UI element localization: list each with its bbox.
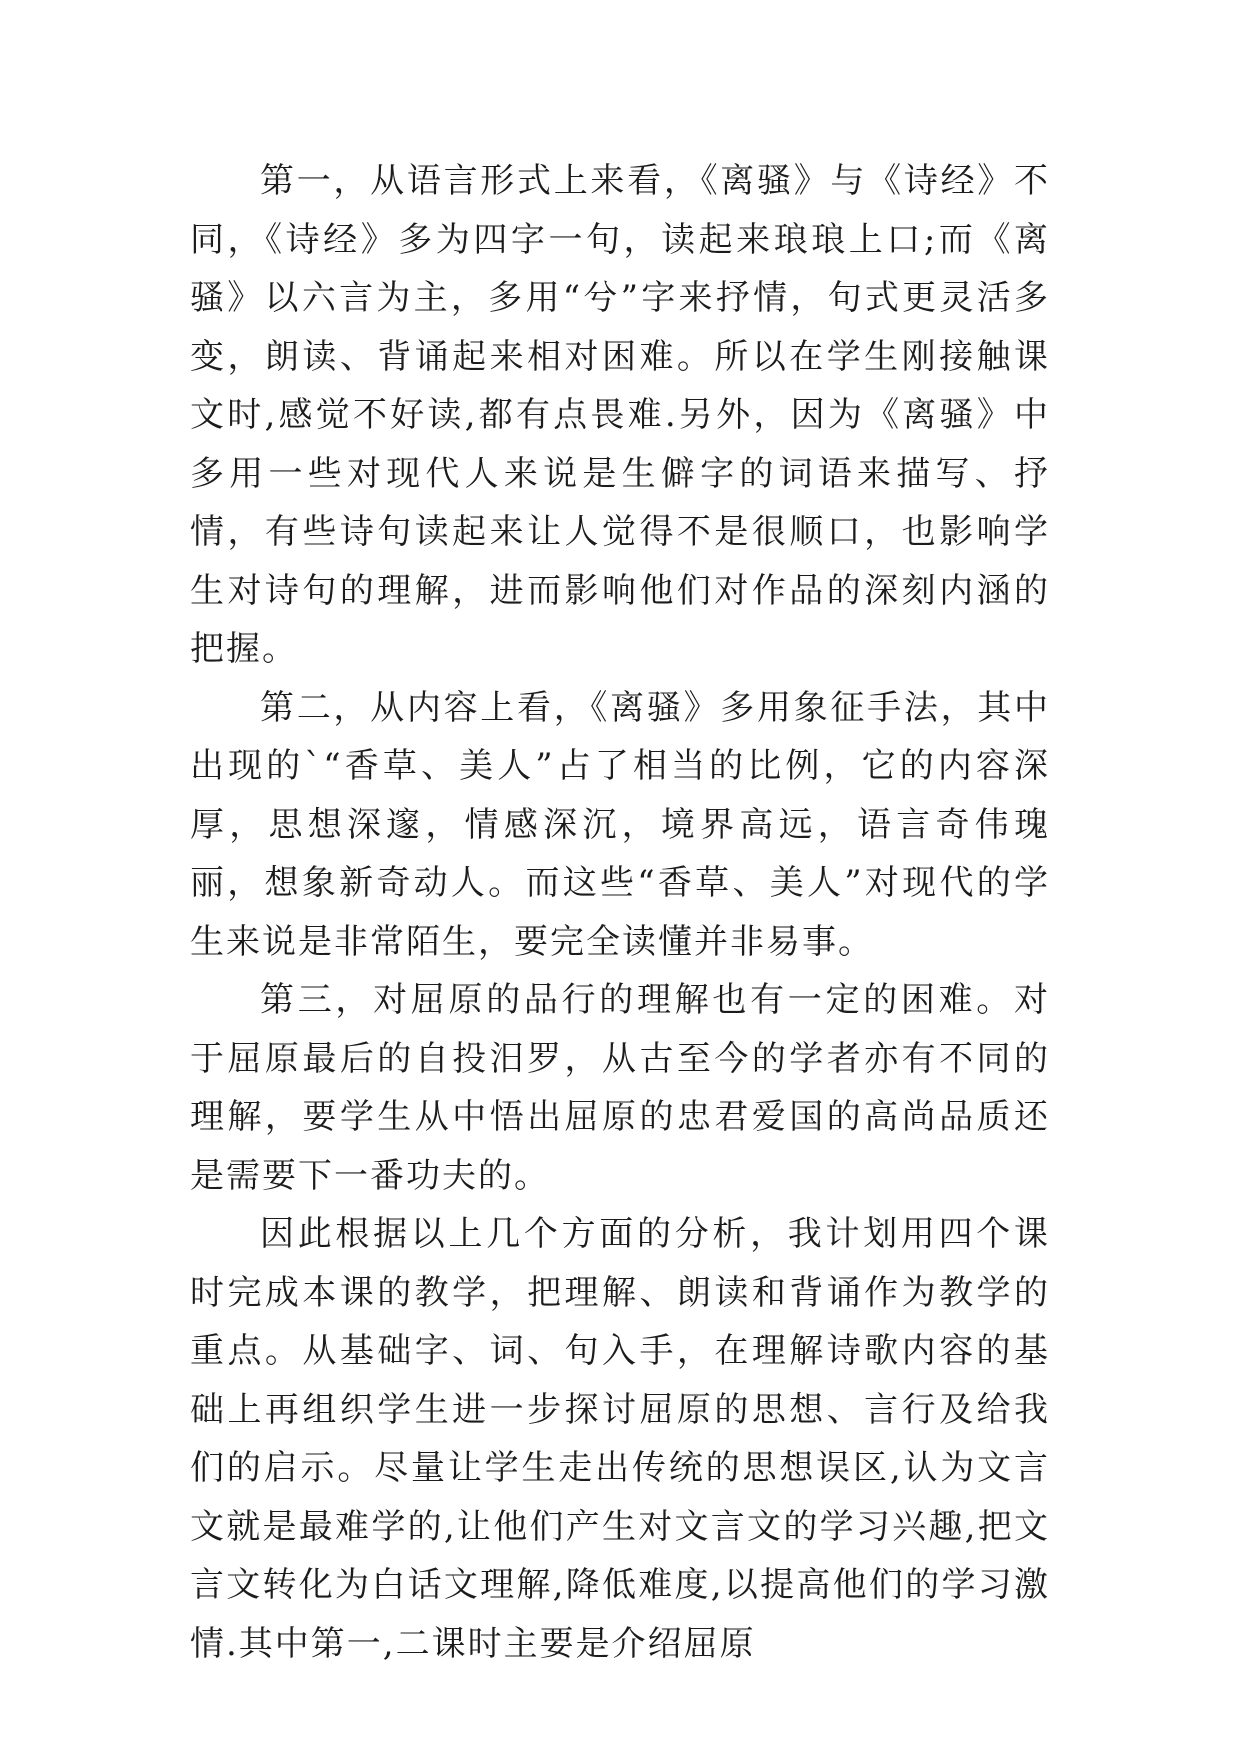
paragraph-4: 因此根据以上几个方面的分析，我计划用四个课时完成本课的教学，把理解、朗读和背诵作为教学的重点。从基础字、词、句入手，在理解诗歌内容的基础上再组织学生进一步探讨屈原的思想、言行及给我们的启示。尽量让学生走出传统的思想误区,认为文言文就是最难学的,让他们产生对文言文的学习兴趣,把文言文转化为白话文理解,降低难度,以提高他们的学习激情.其中第一,二课时主要是介绍屈原: [190, 1214, 1050, 1664]
document-body: [190, 152, 1050, 1673]
paragraph-3: 第三，对屈原的品行的理解也有一定的困难。对于屈原最后的自投汨罗，从古至今的学者亦有不同的理解，要学生从中悟出屈原的忠君爱国的高尚品质还是需要下一番功夫的。: [190, 980, 1050, 1196]
paragraph-2: 第二，从内容上看，《离骚》多用象征手法，其中出现的`“香草、美人”占了相当的比例，它的内容深厚，思想深邃，情感深沉，境界高远，语言奇伟瑰丽，想象新奇动人。而这些“香草、美人”对现代的学生来说是非常陌生，要完全读懂并非易事。: [190, 687, 1050, 962]
paragraph-1: 第一，从语言形式上来看，《离骚》与《诗经》不同，《诗经》多为四字一句，读起来琅琅上口;而《离骚》以六言为主，多用“兮”字来抒情，句式更灵活多变，朗读、背诵起来相对困难。所以在学生刚接触课文时,感觉不好读,都有点畏难.另外，因为《离骚》中多用一些对现代人来说是生僻字的词语来描写、抒情，有些诗句读起来让人觉得不是很顺口，也影响学生对诗句的理解，进而影响他们对作品的深刻内涵的把握。: [190, 161, 1050, 669]
